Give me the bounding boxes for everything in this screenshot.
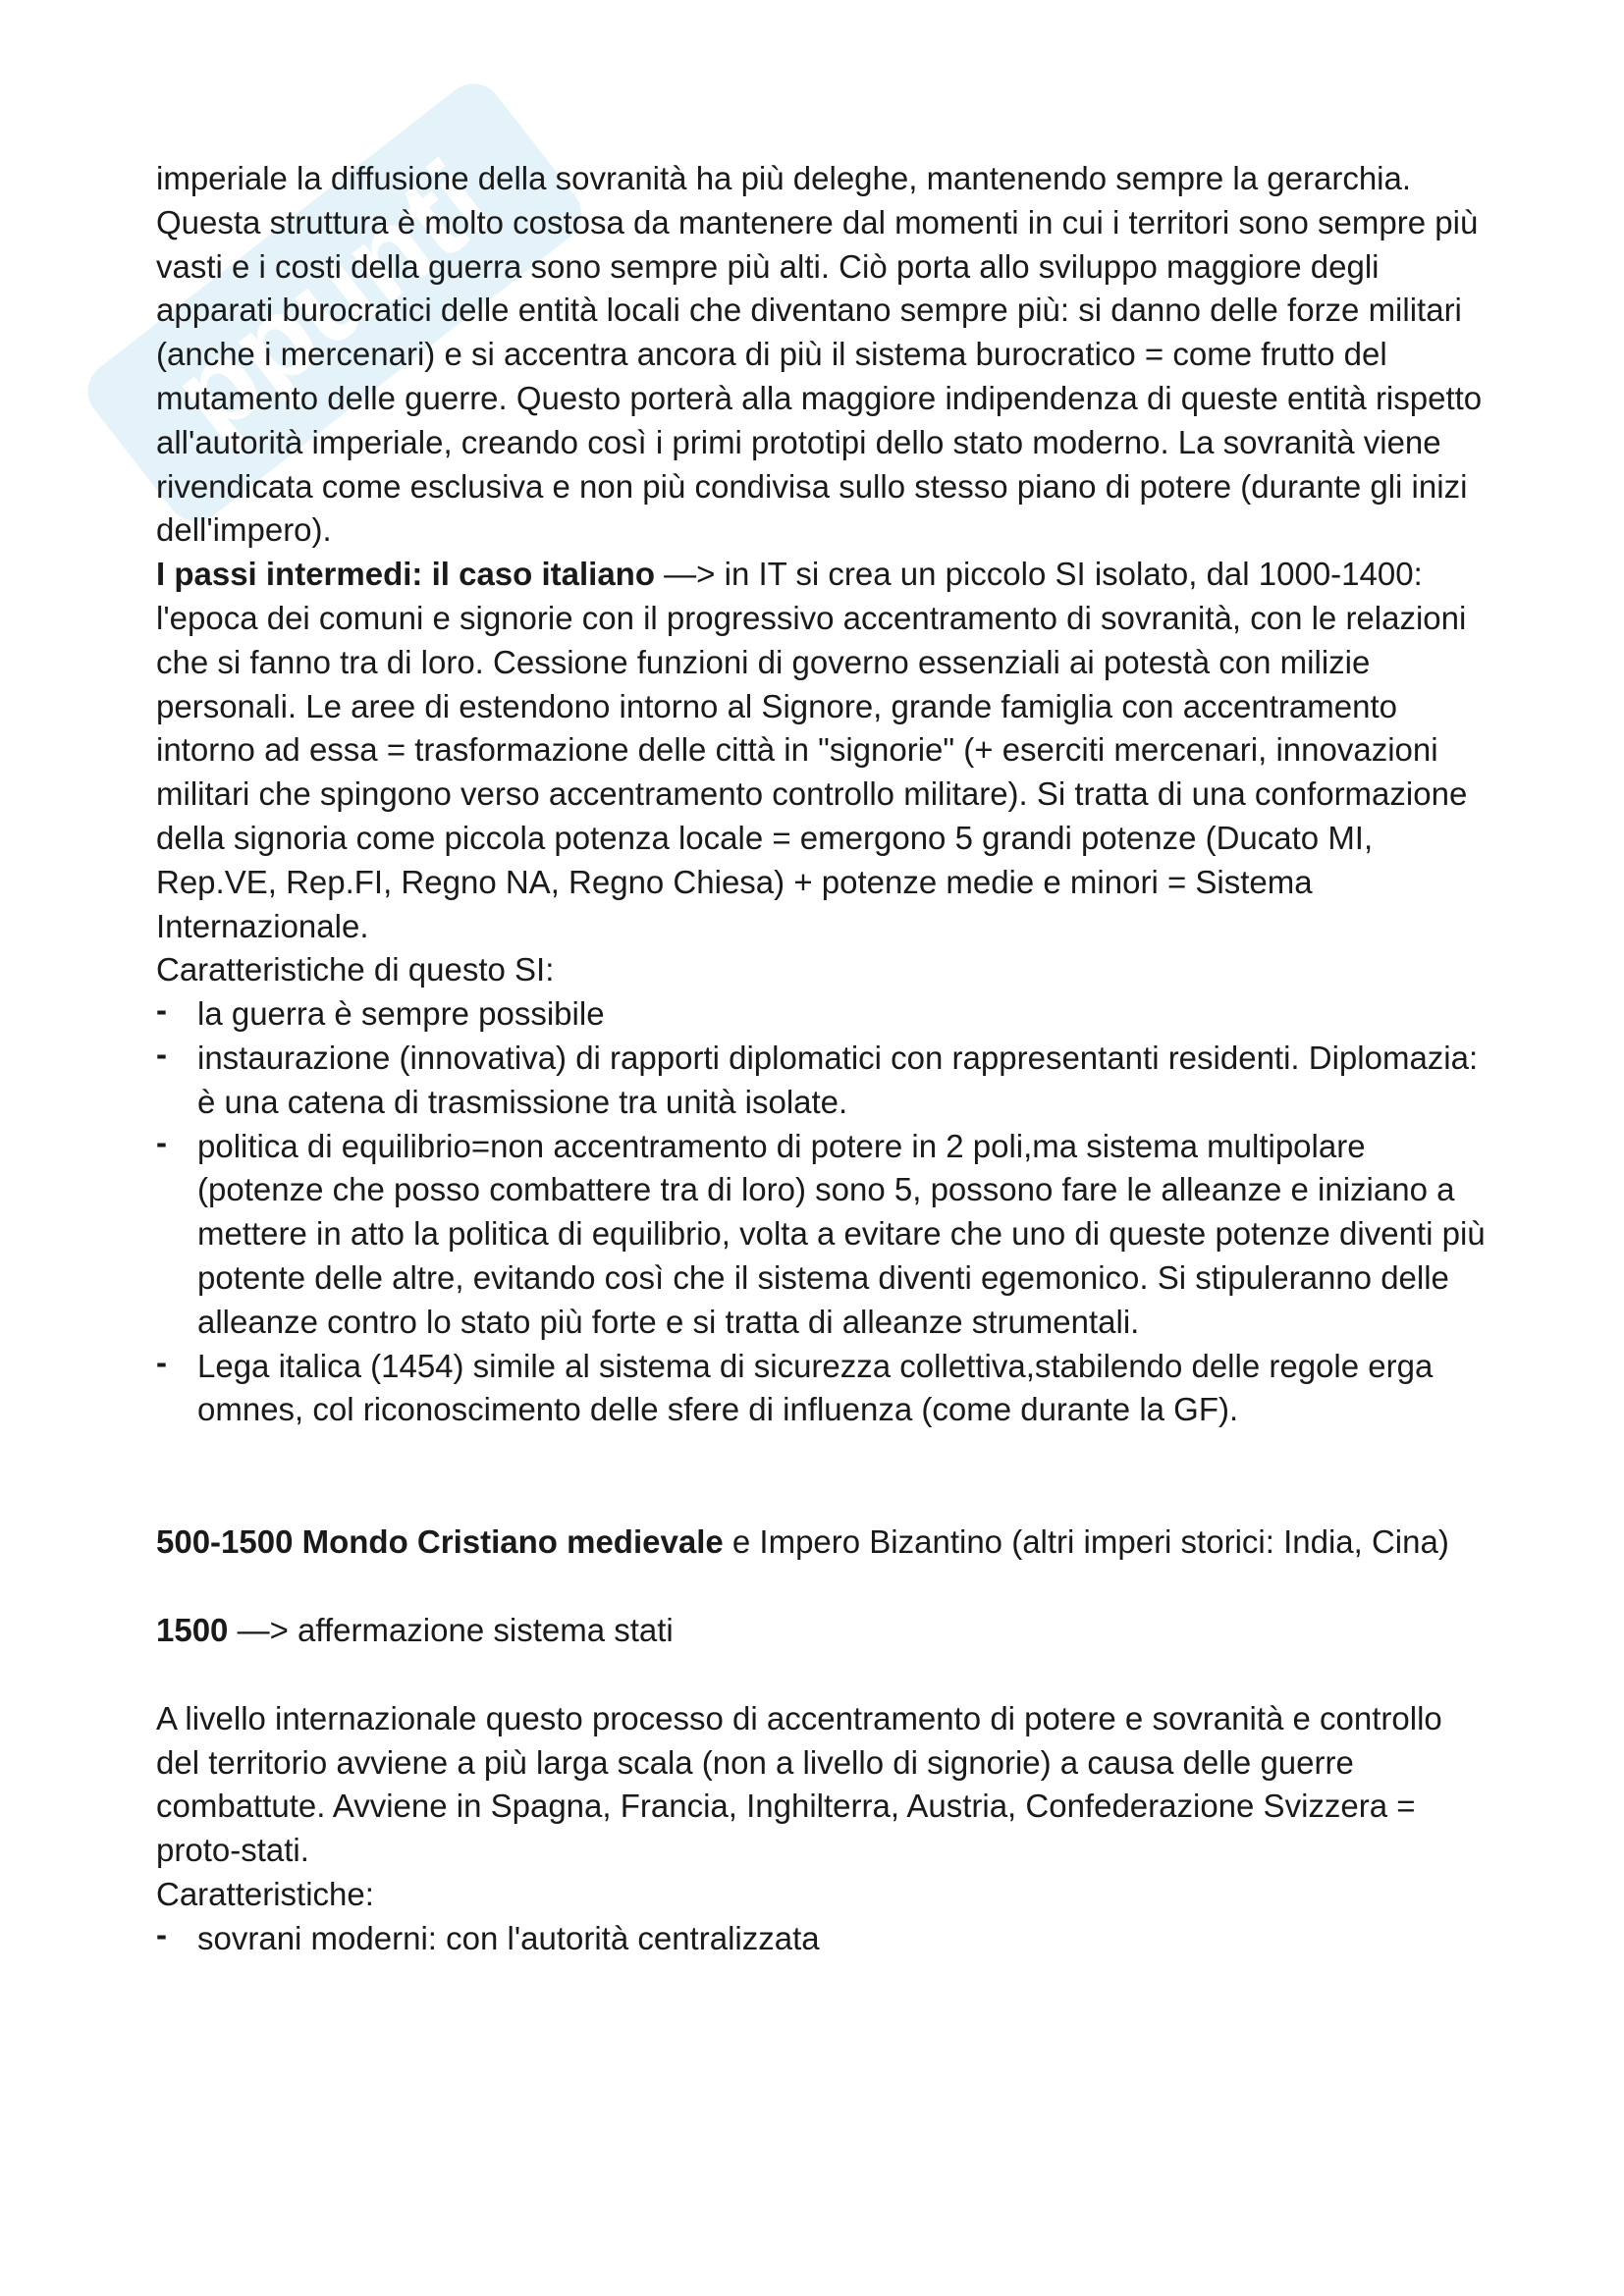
paragraph-caso-italiano: I passi intermedi: il caso italiano —> in IT si crea un piccolo SI isolato, dal 1000-1400: l'epoca dei comuni e signorie con il progressivo accentramento di sovranità, con le relazioni che si fanno tra di loro. Cessione funzioni di governo essenziali ai potestà con milizie personali. Le aree di estendono intorno al Signore, grande famiglia con accentramento intorno ad essa = trasformazione delle città in "signorie" (+ eserciti mercenari, innovazioni militari che spingono verso accentramento controllo militare). Si tratta di una conformazione della signoria come piccola potenza locale = emergono 5 grandi potenze (Ducato MI, Rep.VE, Rep.FI, Regno NA, Regno Chiesa) + potenze medie e minori = Sistema Internazionale.: [156, 556, 1468, 944]
heading-mondo-cristiano: 500-1500 Mondo Cristiano medievale: [156, 1523, 724, 1561]
document-body: [156, 157, 1491, 1960]
list-item: - sovrani moderni: con l'autorità centralizzata: [156, 1917, 1491, 1961]
paragraph-caratteristiche: Caratteristiche:: [156, 1875, 374, 1912]
heading-caso-italiano: I passi intermedi: il caso italiano: [156, 556, 655, 593]
paragraph-1500: 1500 —> affermazione sistema stati: [156, 1611, 674, 1648]
heading-1500: 1500: [156, 1611, 229, 1648]
list-item: - Lega italica (1454) simile al sistema di sicurezza collettiva,stabilendo delle regole erga omnes, col riconoscimento delle sfere di influenza (come durante la GF).: [156, 1345, 1491, 1433]
paragraph-mondo-cristiano: 500-1500 Mondo Cristiano medievale e Impero Bizantino (altri imperi storici: India, Cina): [156, 1523, 1449, 1561]
paragraph-caratteristiche-si: Caratteristiche di questo SI:: [156, 951, 555, 988]
paragraph-intro: imperiale la diffusione della sovranità ha più deleghe, mantenendo sempre la gerarchia. Questa struttura è molto costosa da mantenere dal momenti in cui i territori sono sempre più vasti e i costi della guerra sono sempre più alti. Ciò porta allo sviluppo maggiore degli apparati burocratici delle entità locali che diventano sempre più: si danno delle forze militari (anche i mercenari) e si accentra ancora di più il sistema burocratico = come frutto del mutamento delle guerre. Questo porterà alla maggiore indipendenza di queste entità rispetto all'autorità imperiale, creando così i primi prototipi dello stato moderno. La sovranità viene rivendicata come esclusiva e non più condivisa sullo stesso piano di potere (durante gli inizi dell'impero).: [156, 160, 1483, 549]
list-item: - politica di equilibrio=non accentramento di potere in 2 poli,ma sistema multipolare (potenze che posso combattere tra di loro) sono 5, possono fare le alleanze e iniziano a mettere in atto la politica di equilibrio, volta a evitare che uno di queste potenze diventi più potente delle altre, evitando così che il sistema diventi egemonico. Si stipuleranno delle alleanze contro lo stato più forte e si tratta di alleanze strumentali.: [156, 1125, 1491, 1345]
watermark-logo-text: ppunti: [148, 134, 514, 461]
list-caratteristiche: [156, 1917, 1491, 1961]
paragraph-livello-internazionale: A livello internazionale questo processo di accentramento di potere e sovranità e controllo del territorio avviene a più larga scala (non a livello di signorie) a causa delle guerre combattute. Avviene in Spagna, Francia, Inghilterra, Austria, Confederazione Svizzera = proto-stati.: [156, 1699, 1442, 1869]
list-item: - instaurazione (innovativa) di rapporti diplomatici con rappresentanti residenti. Diplomazia: è una catena di trasmissione tra unità isolate.: [156, 1037, 1491, 1125]
list-item: - la guerra è sempre possibile: [156, 992, 1491, 1037]
list-caratteristiche-si: [156, 992, 1491, 1432]
